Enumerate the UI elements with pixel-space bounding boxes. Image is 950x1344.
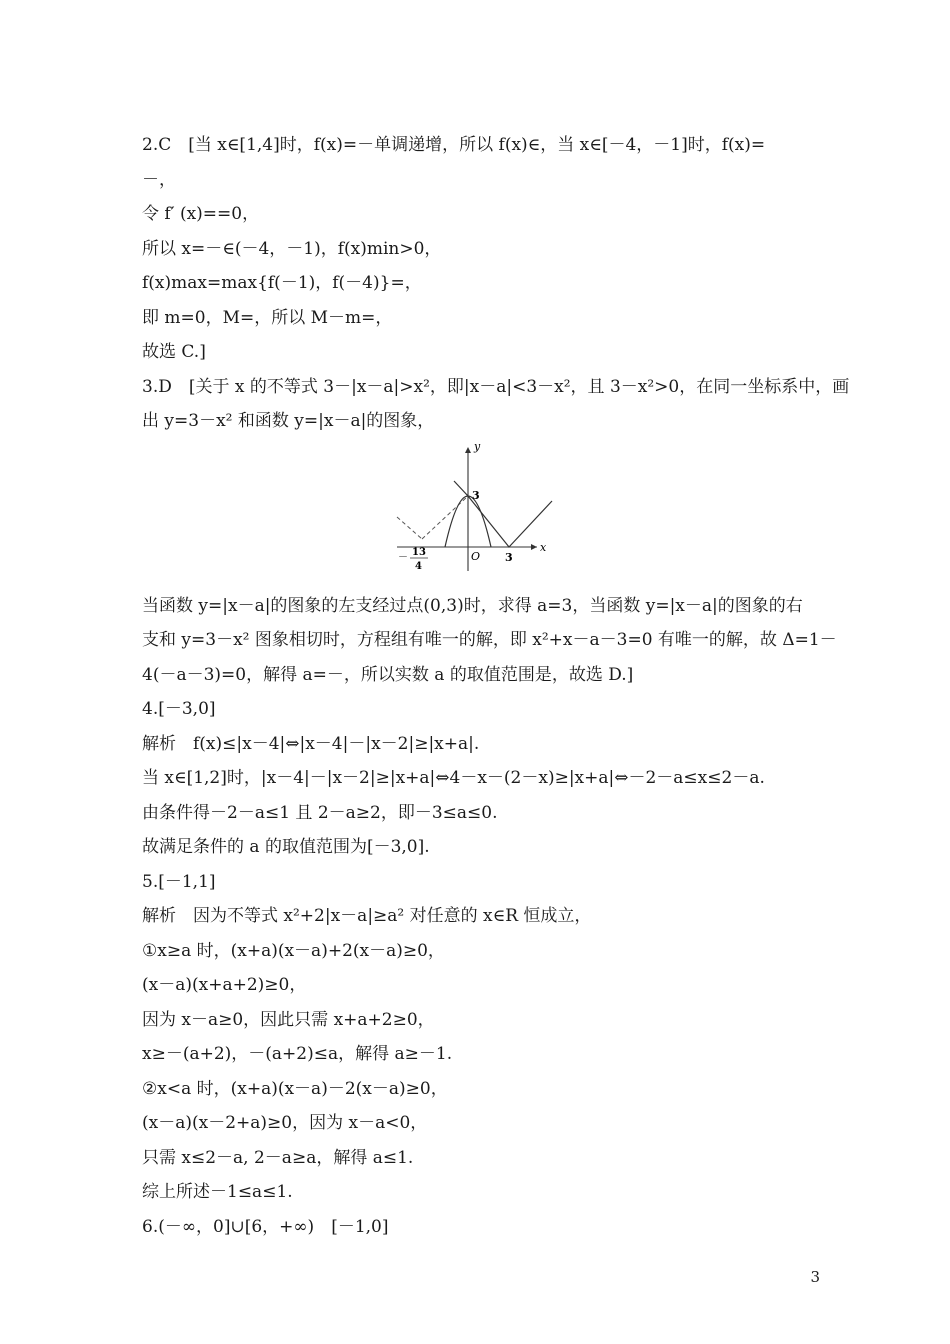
text-line: 2.C [当 x∈[1,4]时，f(x)=－单调递增，所以 f(x)∈，当 x∈[－4，－1]时，f(x)= (142, 135, 766, 155)
text-line: f(x)max=max{f(－1)，f(－4)}=， (142, 273, 422, 293)
x-axis-arrow (531, 544, 537, 550)
x-axis-label: x (540, 540, 547, 554)
text-line: 故选 C.] (142, 342, 206, 362)
dashed-right-branch (422, 496, 468, 539)
text-line: 4(－a－3)=0，解得 a=－，所以实数 a 的取值范围是，故选 D.] (142, 664, 634, 685)
text-line: 解析 f(x)≤|x－4|⇔|x－4|－|x－2|≥|x+a|. (142, 733, 480, 754)
text-line: 出 y=3－x² 和函数 y=|x－a|的图象， (142, 411, 435, 431)
text-line: 支和 y=3－x² 图象相切时，方程组有唯一的解，即 x²+x－a－3=0 有唯一的解，故 Δ=1－ (142, 630, 837, 650)
page-number: 3 (810, 1268, 820, 1286)
text-line: 解析 因为不等式 x²+2|x－a|≥a² 对任意的 x∈R 恒成立， (142, 906, 592, 926)
text-line: x≥－(a+2)，－(a+2)≤a，解得 a≥－1. (142, 1044, 453, 1064)
function-graph-figure (142, 439, 822, 589)
neg-tick-numerator: 13 (412, 546, 426, 558)
text-line: 当函数 y=|x－a|的图象的左支经过点(0,3)时，求得 a=3，当函数 y=|x－a|的图象的右 (142, 595, 803, 616)
text-line: 6.(－∞，0]∪[6，+∞) [－1,0] (142, 1216, 389, 1237)
text-line: 5.[－1,1] (142, 871, 216, 892)
text-line: 因为 x－a≥0，因此只需 x+a+2≥0， (142, 1009, 435, 1030)
text-line: ②x<a 时，(x+a)(x－a)－2(x－a)≥0， (142, 1078, 448, 1099)
y-tick-label: 3 (472, 488, 480, 502)
dashed-left-branch (397, 517, 422, 539)
y-axis-label: y (474, 439, 481, 453)
text-line: 故满足条件的 a 的取值范围为[－3,0]. (142, 837, 430, 857)
text-line: ①x≥a 时，(x+a)(x－a)+2(x－a)≥0， (142, 940, 445, 961)
x-tick-label: 3 (505, 550, 513, 564)
text-line: 综上所述－1≤a≤1. (142, 1182, 293, 1202)
text-line: 3.D [关于 x 的不等式 3－|x－a|>x²，即|x－a|<3－x²，且 3－x²>0，在同一坐标系中，画 (142, 376, 850, 397)
neg-tick-denominator: 4 (415, 560, 422, 572)
text-line: 即 m=0，M=，所以 M－m=， (142, 307, 393, 328)
graph-svg (392, 439, 562, 579)
text-line: 所以 x=－∈(－4，－1)，f(x)min>0， (142, 238, 442, 259)
solution-text (142, 128, 850, 1244)
text-line: 由条件得－2－a≤1 且 2－a≥2，即－3≤a≤0. (142, 802, 498, 823)
origin-label: O (471, 549, 481, 563)
neg-tick-sign: － (398, 551, 408, 563)
text-line: 令 f′ (x)==0， (142, 204, 260, 224)
text-line: (x－a)(x－2+a)≥0，因为 x－a<0， (142, 1113, 428, 1133)
absolute-value-graph (454, 481, 552, 547)
text-line: 只需 x≤2－a, 2－a≥a，解得 a≤1. (142, 1147, 414, 1168)
text-line: －， (142, 169, 176, 190)
text-line: 当 x∈[1,2]时，|x－4|－|x－2|≥|x+a|⇔4－x－(2－x)≥|x+a|⇔－2－a≤x≤2－a. (142, 768, 765, 788)
text-line: 4.[－3,0] (142, 699, 216, 719)
text-line: (x－a)(x+a+2)≥0， (142, 975, 307, 995)
y-axis-arrow (465, 447, 471, 453)
